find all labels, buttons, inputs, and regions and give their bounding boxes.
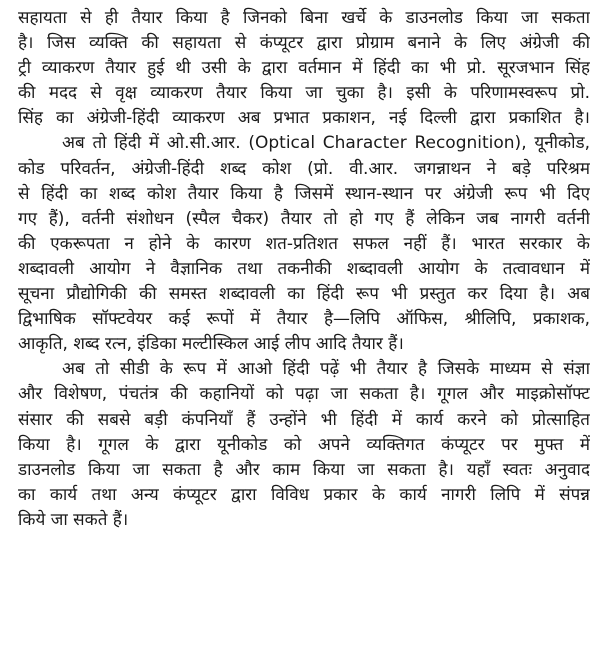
- text-line: गए हैं), वर्तनी संशोधन (स्पैल चैकर) तैयार तो हो गए हैं लेकिन जब नागरी वर्तनी: [18, 208, 590, 229]
- text-line: सहायता से ही तैयार किया है जिनको बिना खर्चे के डाउनलोड किया जा सकता: [18, 8, 590, 28]
- text-line: और विशेषण, पंचतंत्र की कहानियों को पढ़ा जा सकता है। गूगल और माइक्रोसॉफ्ट: [18, 384, 590, 405]
- text-line: डाउनलोड किया जा सकता है और काम किया जा सकता है। यहाँ स्वतः अनुवाद: [18, 459, 590, 480]
- text-line: की मदद से वृक्ष व्याकरण तैयार किया जा चुका है। इसी के परिणामस्वरूप प्रो.: [18, 83, 590, 104]
- text-line: ट्री व्याकरण तैयार हुई थी उसी के द्वारा वर्तमान में हिंदी का भी प्रो. सूरजभान सिंह: [18, 58, 590, 79]
- text-line: अब तो हिंदी में ओ.सी.आर. (Optical Character Recognition), यूनीकोड,: [62, 133, 590, 154]
- text-line: शब्दावली आयोग ने वैज्ञानिक तथा तकनीकी शब्दावली आयोग के तत्वावधान में: [18, 258, 590, 279]
- paragraph-3: [18, 357, 590, 533]
- text-line: अब तो सीडी के रूप में आओ हिंदी पढ़ें भी तैयार है जिसके माध्यम से संज्ञा: [62, 359, 590, 380]
- text-line: आकृति, शब्द रत्न, इंडिका मल्टीस्किल आई लीप आदि तैयार हैं।: [18, 334, 404, 355]
- paragraph-1: [18, 6, 590, 131]
- text-line: संसार की सबसे बड़ी कंपनियाँ हैं उन्होंने भी हिंदी में कार्य करने को प्रोत्साहित: [18, 409, 590, 430]
- text-line: है। जिस व्यक्ति की सहायता से कंप्यूटर द्वारा प्रोग्राम बनाने के लिए अंग्रेजी की: [18, 33, 590, 54]
- paragraph-2: [18, 131, 590, 357]
- text-line: कोड परिवर्तन, अंग्रेजी-हिंदी शब्द कोश (प्रो. वी.आर. जगन्नाथन ने बड़े परिश्रम: [18, 158, 590, 179]
- text-line: से हिंदी का शब्द कोश तैयार किया है जिसमें स्थान-स्थान पर अंग्रेजी रूप भी दिए: [18, 183, 590, 204]
- text-line: किया है। गूगल के द्वारा यूनीकोड को अपने व्यक्तिगत कंप्यूटर पर मुफ्त में: [18, 434, 590, 455]
- document-page: [18, 6, 590, 533]
- text-line: किये जा सकते हैं।: [18, 509, 129, 530]
- text-line: सिंह का अंग्रेजी-हिंदी व्याकरण अब प्रभात प्रकाशन, नई दिल्ली द्वारा प्रकाशित है।: [18, 108, 590, 129]
- text-line: सूचना प्रौद्योगिकी की समस्त शब्दावली का हिंदी रूप भी प्रस्तुत कर दिया है। अब: [18, 284, 590, 305]
- text-line: की एकरूपता न होने के कारण शत-प्रतिशत सफल नहीं हैं। भारत सरकार के: [18, 233, 590, 254]
- text-line: द्विभाषिक सॉफ्टवेयर कई रूपों में तैयार है—लिपि ऑफिस, श्रीलिपि, प्रकाशक,: [18, 309, 590, 330]
- text-line: का कार्य तथा अन्य कंप्यूटर द्वारा विविध प्रकार के कार्य नागरी लिपि में संपन्न: [18, 484, 590, 505]
